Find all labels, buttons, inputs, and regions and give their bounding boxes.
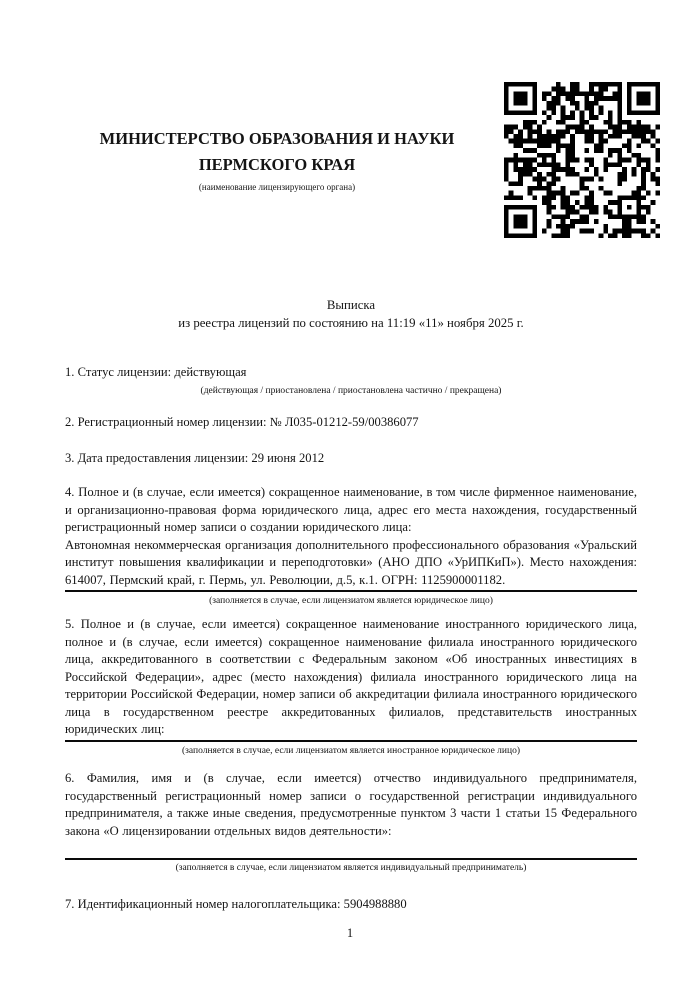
license-status-text: 1. Статус лицензии: действующая (65, 365, 247, 379)
entrepreneur-statement: 6. Фамилия, имя и (в случае, если имеется) отчество индивидуального предпринимателя, государственный регистрационный номер записи о государственной регистрации индивидуального предпринимателя, а также иные сведения, предусмотренные пунктом 3 части 1 статьи 15 Федерального закона «О лицензировании отдельных видов деятельности»: (65, 771, 637, 838)
foreign-entity-statement: 5. Полное и (в случае, если имеется) сокращенное наименование иностранного юридического лица, полное и (в случае, если имеется) сокращенное наименование филиала иностранного юридического лица, аккредитованного в соответствии с Федеральным законом «Об иностранных инвестициях в Российской Федерации», адрес (место нахождения) филиала иностранного юридического лица на территории Российской Федерации, номер записи об аккредитации филиала иностранного юридического лица в государственном реестре аккредитованных филиалов, представительств иностранных юридических лиц: (65, 617, 637, 736)
grant-date-text: 3. Дата предоставления лицензии: 29 июня 2012 (65, 451, 325, 465)
licensing-authority-header (65, 126, 489, 194)
foreign-entity-fill-rule (65, 740, 637, 742)
legal-entity-statement: 4. Полное и (в случае, если имеется) сокращенное наименование, в том числе фирменное наименование, и организационно-правовая форма юридического лица, адрес его места нахождения, государственный регистрационный номер записи о создании юридического лица: (65, 485, 637, 534)
taxpayer-id-section (65, 896, 637, 914)
ministry-name-line1: МИНИСТЕРСТВО ОБРАЗОВАНИЯ И НАУКИ (99, 129, 455, 148)
ministry-name-line2: ПЕРМСКОГО КРАЯ (198, 155, 356, 174)
document-title (65, 297, 637, 332)
qr-code (504, 82, 660, 238)
foreign-entity-section (65, 616, 637, 739)
entrepreneur-section (65, 770, 637, 840)
grant-date-section (65, 450, 637, 468)
registration-number-section (65, 414, 637, 432)
legal-entity-section (65, 484, 637, 589)
entrepreneur-caption: (заполняется в случае, если лицензиатом является индивидуальный предприниматель) (175, 863, 527, 873)
entrepreneur-fill-rule (65, 858, 637, 860)
extract-date-line: из реестра лицензий по состоянию на 11:19 «11» ноября 2025 г. (178, 315, 524, 330)
taxpayer-id-text: 7. Идентификационный номер налогоплательщика: 5904988880 (65, 897, 407, 911)
status-options-caption: (действующая / приостановлена / приостановлена частично / прекращена) (200, 385, 502, 396)
extract-title: Выписка (326, 298, 376, 312)
legal-entity-caption: (заполняется в случае, если лицензиатом является юридическое лицо) (209, 596, 493, 606)
registration-number-text: 2. Регистрационный номер лицензии: № Л035-01212-59/00386077 (65, 415, 419, 429)
legal-entity-fill-rule (65, 590, 637, 592)
licensing-authority-caption: (наименование лицензирующего органа) (198, 182, 356, 192)
license-status-section (65, 364, 637, 398)
foreign-entity-caption: (заполняется в случае, если лицензиатом является иностранное юридическое лицо) (182, 746, 520, 756)
legal-entity-value: Автономная некоммерческая организация дополнительного профессионального образования «Уральский институт повышения квалификации и переподготовки» (АНО ДПО «УрИПКиП»). Место нахождения: 614007, Пермский край, г. Пермь, ул. Революции, д.5, к.1. ОГРН: 1125900001182. (65, 537, 637, 587)
page-number: 1 (346, 926, 354, 940)
